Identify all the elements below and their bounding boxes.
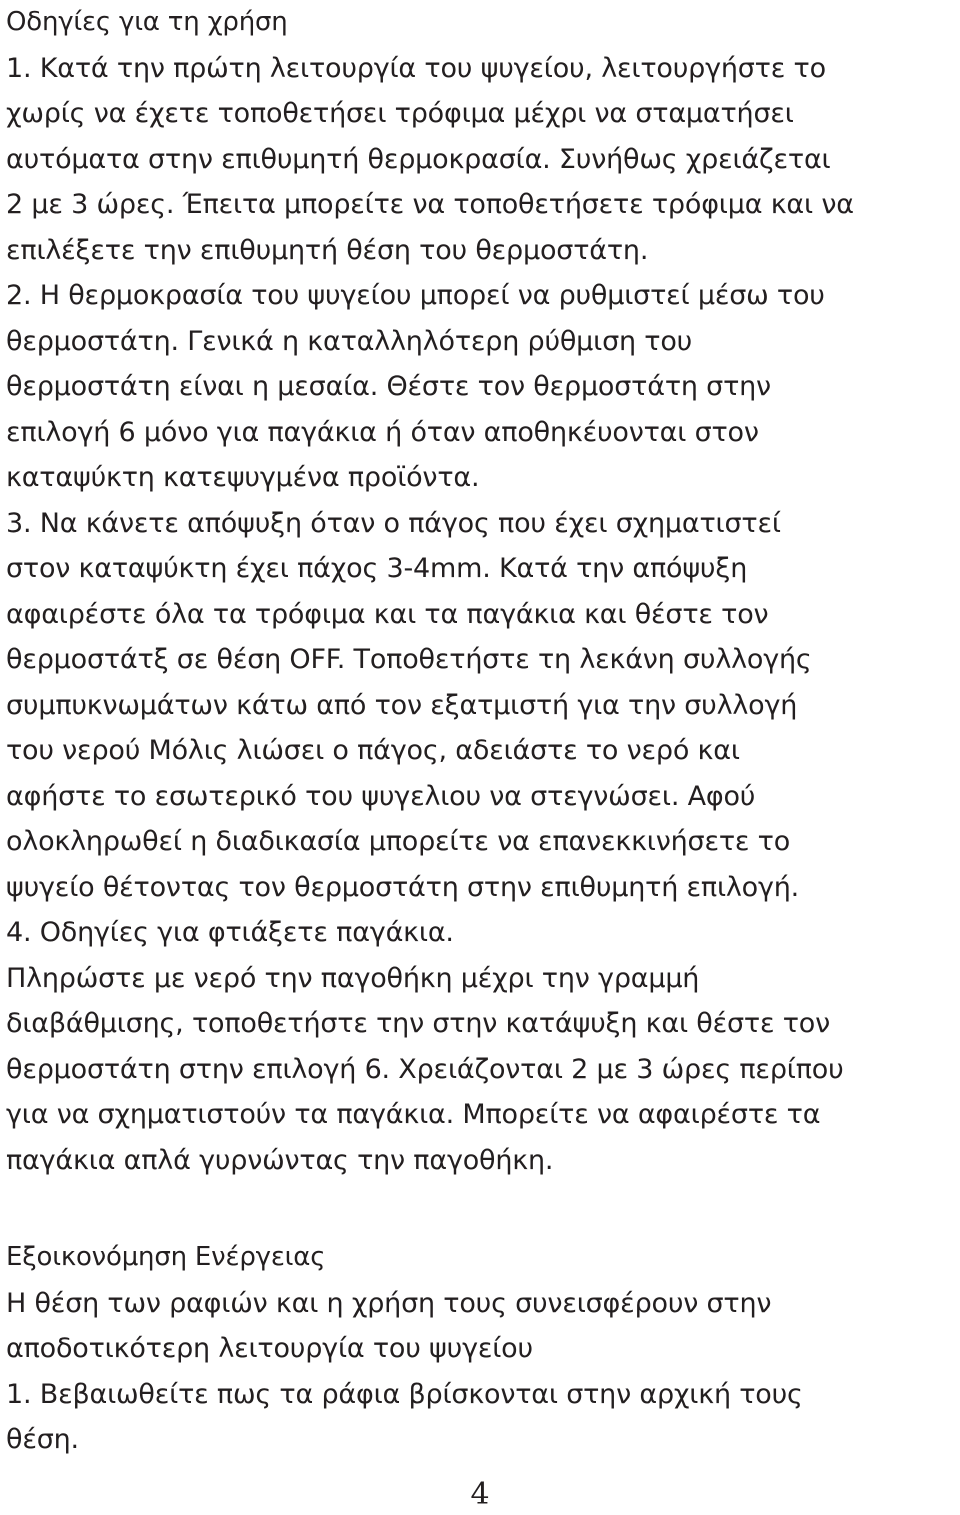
- energy-line: Η θέση των ραφιών και η χρήση τους συνεισφέρουν στην: [6, 1287, 772, 1319]
- instructions-line: καταψύκτη κατεψυγμένα προϊόντα.: [6, 462, 480, 493]
- instructions-line: 2. Η θερμοκρασία του ψυγείου μπορεί να ρυθμιστεί μέσω του: [6, 280, 825, 311]
- usage-instructions-section: [6, 0, 954, 1183]
- usage-instructions-heading: Οδηγίες για τη χρήση: [6, 7, 288, 37]
- section-spacer: [6, 1183, 954, 1235]
- instructions-line: Πληρώστε με νερό την παγοθήκη μέχρι την γραμμή: [6, 962, 700, 994]
- instructions-line: αυτόματα στην επιθυμητή θερμοκρασία. Συνήθως χρειάζεται: [6, 143, 831, 175]
- instructions-line: συμπυκνωμάτων κάτω από τον εξατμιστή για την συλλογή: [6, 689, 798, 721]
- instructions-line: ψυγείο θέτοντας τον θερμοστάτη στην επιθυμητή επιλογή.: [6, 871, 800, 903]
- instructions-line: χωρίς να έχετε τοποθετήσει τρόφιμα μέχρι να σταματήσει: [6, 98, 794, 129]
- instructions-line: επιλογή 6 μόνο για παγάκια ή όταν αποθηκέυονται στον: [6, 416, 759, 448]
- instructions-line: 2 με 3 ώρες. Έπειτα μπορείτε να τοποθετήσετε τρόφιμα και να: [6, 189, 854, 220]
- energy-line: 1. Βεβαιωθείτε πως τα ράφια βρίσκονται στην αρχική τους: [6, 1378, 803, 1410]
- instructions-line: 4. Οδηγίες για φτιάξετε παγάκια.: [6, 917, 454, 948]
- instructions-line: στον καταψύκτη έχει πάχος 3-4mm. Κατά την απόψυξη: [6, 553, 748, 584]
- energy-saving-section: [6, 1235, 954, 1463]
- energy-saving-heading: Εξοικονόμηση Ενέργειας: [6, 1242, 326, 1272]
- instructions-line: 1. Κατά την πρώτη λειτουργία του ψυγείου, λειτουργήστε το: [6, 52, 826, 84]
- instructions-line: διαβάθμισης, τοποθετήστε την στην κατάψυξη και θέστε τον: [6, 1008, 830, 1039]
- instructions-line: θερμοστάτη. Γενικά η καταλληλότερη ρύθμιση του: [6, 325, 693, 357]
- document-page: [6, 0, 954, 1512]
- instructions-line: 3. Να κάνετε απόψυξη όταν ο πάγος που έχει σχηματιστεί: [6, 507, 781, 539]
- instructions-line: ολοκληρωθεί η διαδικασία μπορείτε να επανεκκινήσετε το: [6, 826, 791, 857]
- instructions-line: θερμοστάτη στην επιλογή 6. Χρειάζονται 2 με 3 ώρες περίπου: [6, 1053, 844, 1085]
- instructions-line: του νερού Μόλις λιώσει ο πάγος, αδειάστε το νερό και: [6, 735, 740, 766]
- instructions-line: θερμοστάτη είναι η μεσαία. Θέστε τον θερμοστάτη στην: [6, 371, 771, 402]
- energy-line: θέση.: [6, 1424, 79, 1455]
- instructions-line: για να σχηματιστούν τα παγάκια. Μπορείτε να αφαιρέστε τα: [6, 1099, 821, 1130]
- instructions-line: αφαιρέστε όλα τα τρόφιμα και τα παγάκια και θέστε τον: [6, 598, 769, 630]
- instructions-line: αφήστε το εσωτερικό του ψυγελιου να στεγνώσει. Αφού: [6, 780, 756, 812]
- energy-line: αποδοτικότερη λειτουργία του ψυγείου: [6, 1333, 533, 1364]
- page-number: 4: [470, 1477, 490, 1512]
- instructions-line: παγάκια απλά γυρνώντας την παγοθήκη.: [6, 1144, 554, 1176]
- instructions-line: επιλέξετε την επιθυμητή θέση του θερμοστάτη.: [6, 234, 649, 266]
- instructions-line: θερμοστάτξ σε θέση OFF. Τοποθετήστε τη λεκάνη συλλογής: [6, 644, 812, 675]
